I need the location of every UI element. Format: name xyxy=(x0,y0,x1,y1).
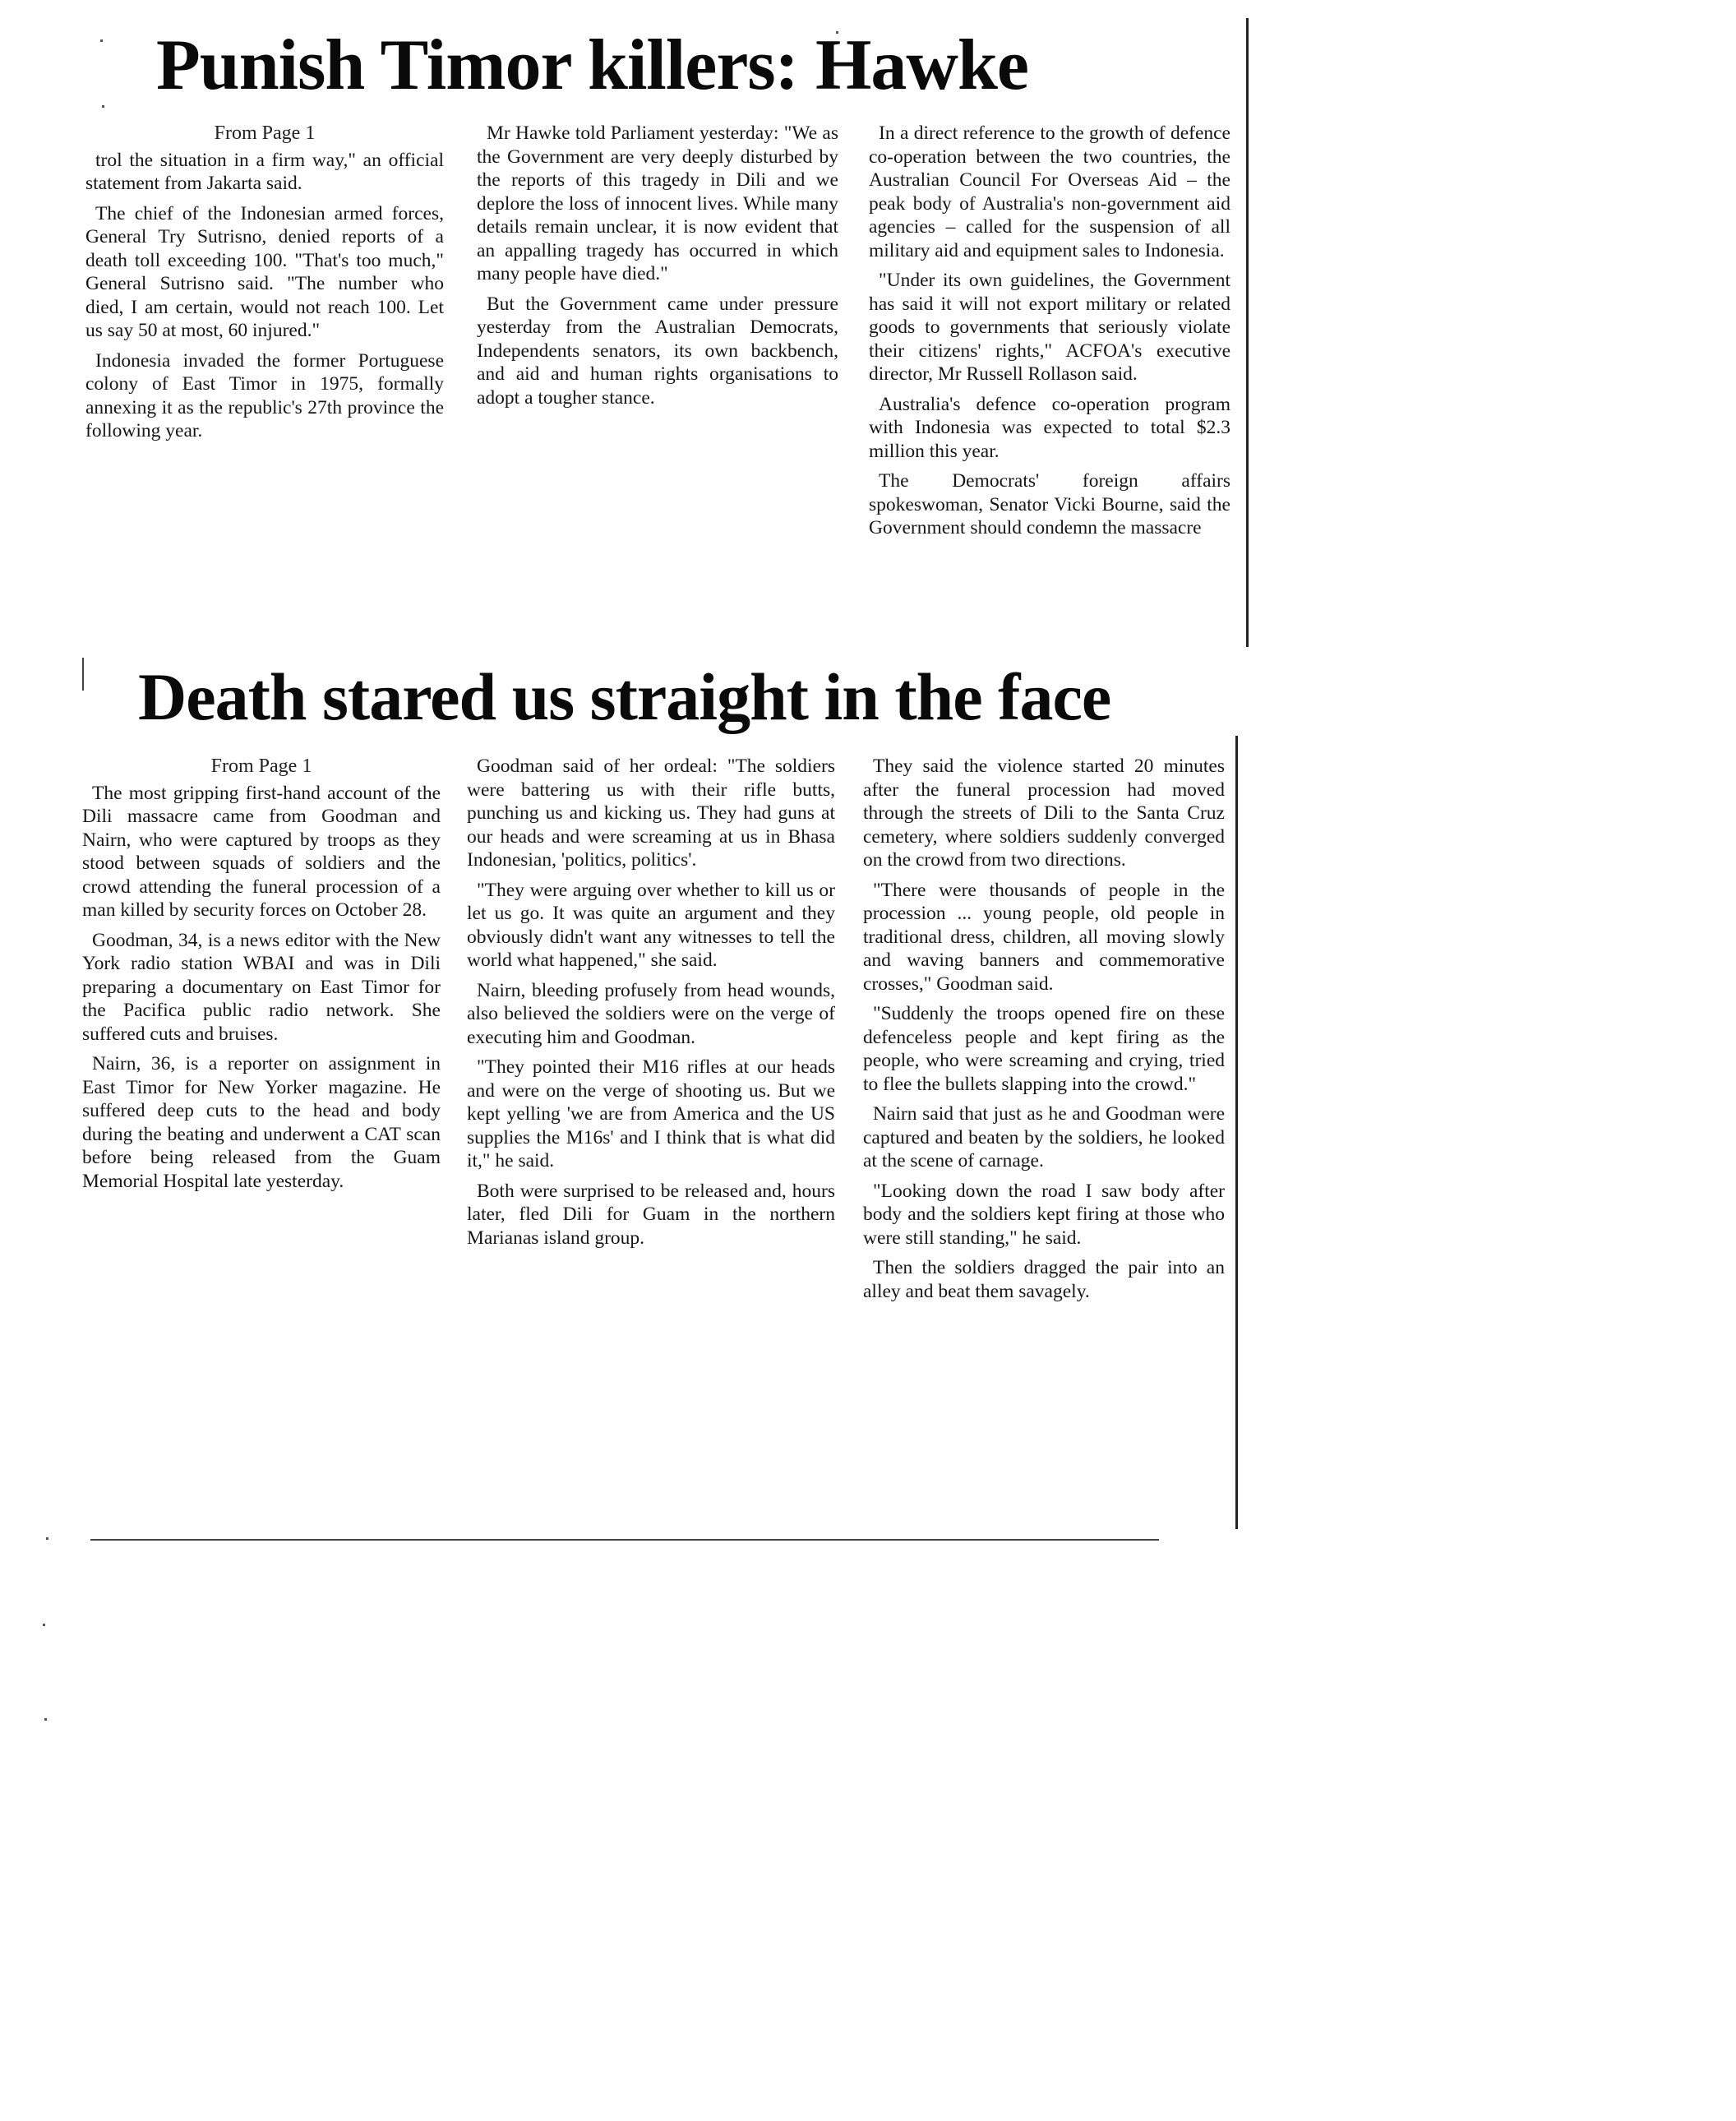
scan-speck xyxy=(44,1718,47,1721)
article2-paragraph: Nairn, 36, is a reporter on assignment in East Timor for New Yorker magazine. He suffered deep cuts to the head and body during the beating and underwent a CAT scan before being released from the Guam Memorial Hospital late yesterday. xyxy=(82,1053,441,1192)
article1-paragraph: In a direct reference to the growth of defence co-operation between the two countries, the Australian Council For Overseas Aid – the peak body of Australia's non-government aid agencies – called for the suspension of all military aid and equipment sales to Indonesia. xyxy=(869,122,1230,261)
scan-speck xyxy=(46,1537,48,1540)
article2-paragraph: Goodman said of her ordeal: "The soldiers were battering us with their rifle butts, punching us and kicking us. They had guns at our heads and were screaming at us in Bhasa Indonesian, 'politics, politics'. xyxy=(467,756,835,871)
bottom-rule xyxy=(90,1539,1159,1541)
article1-paragraph: trol the situation in a firm way," an official statement from Jakarta said. xyxy=(85,149,444,194)
article2-headline: Death stared us straight in the face xyxy=(138,659,1111,734)
article1-paragraph: The Democrats' foreign affairs spokeswoman, Senator Vicki Bourne, said the Government should condemn the massacre xyxy=(869,470,1230,538)
column-rule-top-right xyxy=(1246,18,1249,647)
article2-paragraph: "There were thousands of people in the procession ... young people, old people in traditional dress, children, all moving slowly and waving banners and commemorative crosses," Goodman said. xyxy=(863,879,1225,995)
article2-paragraph: Goodman, 34, is a news editor with the New York radio station WBAI and was in Dili preparing a documentary on East Timor for the Pacifica public radio network. She suffered cuts and bruises. xyxy=(82,929,441,1045)
article2-paragraph: The most gripping first-hand account of the Dili massacre came from Goodman and Nairn, who were captured by troops as they stood between squads of soldiers and the crowd attending the funeral procession of a man killed by security forces on October 28. xyxy=(82,782,441,921)
article2-paragraph: Both were surprised to be released and, hours later, fled Dili for Guam in the northern Marianas island group. xyxy=(467,1180,835,1249)
column-rule-bottom-right xyxy=(1235,736,1238,1529)
article1-paragraph: Indonesia invaded the former Portuguese colony of East Timor in 1975, formally annexing it as the republic's 27th province the following year. xyxy=(85,349,444,441)
article2-paragraph: "They pointed their M16 rifles at our heads and were on the verge of shooting us. But we kept yelling 'we are from America and the US supplies the M16s' and I think that is what did it," he said. xyxy=(467,1056,835,1171)
article1-headline: Punish Timor killers: Hawke xyxy=(156,25,1028,105)
scan-speck xyxy=(100,39,103,42)
article1-column-1 xyxy=(85,122,444,648)
scan-speck xyxy=(102,105,104,108)
article1-paragraph: Mr Hawke told Parliament yesterday: "We as the Government are very deeply disturbed by the reports of this tragedy in Dili and we deplore the loss of innocent lives. While many details remain unclear, it is now evident that an appalling tragedy has occurred in which many people have died." xyxy=(477,122,838,284)
scan-speck xyxy=(43,1624,45,1626)
article1-paragraph: "Under its own guidelines, the Government has said it will not export military or related goods to governments that seriously violate their citizens' rights," ACFOA's executive director, Mr Russell Rollason said. xyxy=(869,270,1230,385)
article1-paragraph: But the Government came under pressure yesterday from the Australian Democrats, Independents senators, its own backbench, and aid and human rights organisations to adopt a tougher stance. xyxy=(477,293,838,409)
article2-column-1 xyxy=(82,755,441,1536)
article2-paragraph: Then the soldiers dragged the pair into an alley and beat them savagely. xyxy=(863,1257,1225,1302)
scan-edge-rule xyxy=(82,658,84,691)
article2-column-3 xyxy=(863,755,1225,1536)
article2-column-2 xyxy=(467,755,835,1536)
article2-jump: From Page 1 xyxy=(210,756,312,777)
article1-column-2 xyxy=(477,122,838,648)
article2-paragraph: "Suddenly the troops opened fire on these defenceless people and kept firing as the people, who were screaming and crying, tried to flee the bullets slapping into the crowd." xyxy=(863,1003,1225,1095)
article1-paragraph: Australia's defence co-operation program with Indonesia was expected to total $2.3 million this year. xyxy=(869,393,1230,462)
article2-paragraph: Nairn, bleeding profusely from head wounds, also believed the soldiers were on the verge of executing him and Goodman. xyxy=(467,979,835,1048)
article1-jump: From Page 1 xyxy=(214,122,316,144)
article1-column-3 xyxy=(869,122,1230,648)
article1-paragraph: The chief of the Indonesian armed forces, General Try Sutrisno, denied reports of a death toll exceeding 100. "That's too much," General Sutrisno said. "The number who died, I am certain, would not reach 100. Let us say 50 at most, 60 injured." xyxy=(85,202,444,341)
article2-paragraph: "Looking down the road I saw body after body and the soldiers kept firing at those who were still standing," he said. xyxy=(863,1180,1225,1249)
article2-paragraph: "They were arguing over whether to kill us or let us go. It was quite an argument and they obviously didn't want any witnesses to tell the world what happened," she said. xyxy=(467,879,835,971)
article2-paragraph: Nairn said that just as he and Goodman were captured and beaten by the soldiers, he looked at the scene of carnage. xyxy=(863,1103,1225,1171)
article2-paragraph: They said the violence started 20 minutes after the funeral procession had moved through the streets of Dili to the Santa Cruz cemetery, where soldiers suddenly converged on the crowd from two directions. xyxy=(863,756,1225,871)
